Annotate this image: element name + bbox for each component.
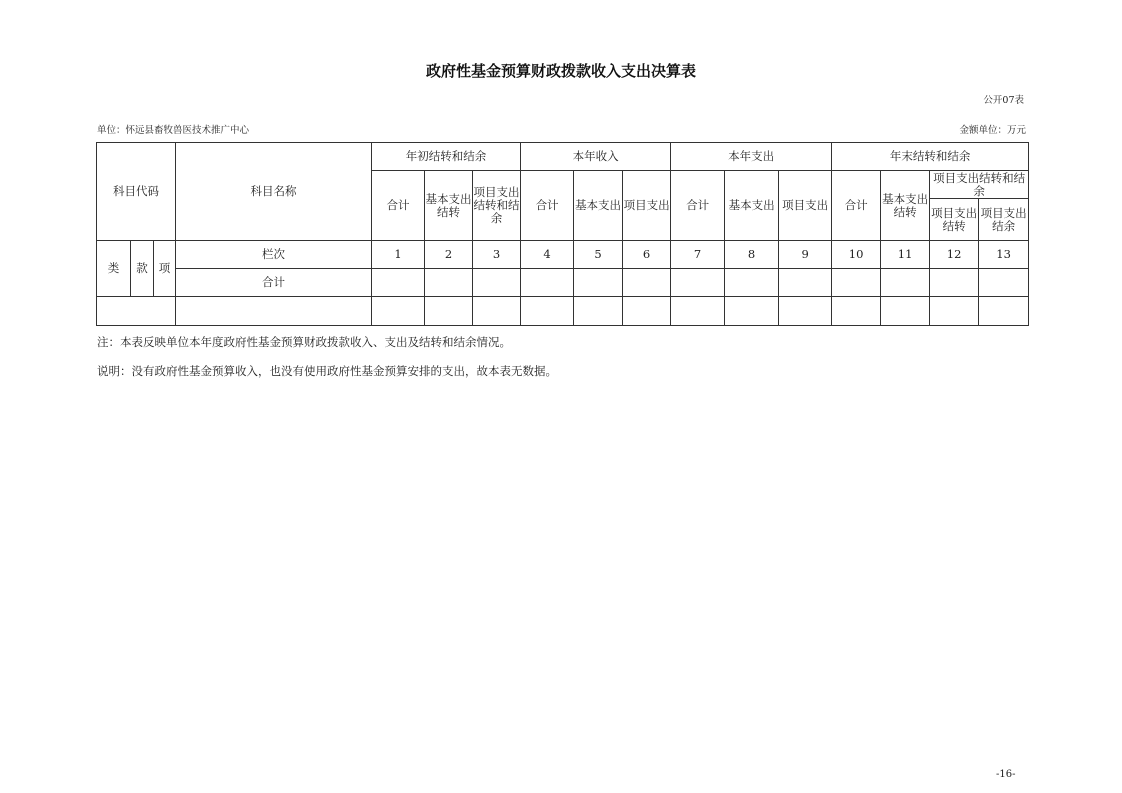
- table-cell: [97, 297, 176, 326]
- page-title: 政府性基金预算财政拨款收入支出决算表: [425, 62, 696, 80]
- table-cell: [832, 269, 881, 297]
- table-cell: [623, 297, 671, 326]
- table-cell: [574, 297, 623, 326]
- table-cell: [176, 297, 372, 326]
- table-cell: [779, 269, 832, 297]
- table-cell: [473, 269, 521, 297]
- page-number: -16-: [996, 769, 1016, 780]
- table-cell: [623, 269, 671, 297]
- form-code: 公开07表: [983, 95, 1024, 106]
- table-cell: [521, 269, 574, 297]
- header-item: 项: [154, 241, 176, 297]
- table-cell: [725, 297, 779, 326]
- header-group-income: 本年收入: [521, 143, 671, 171]
- table-note: 注：本表反映单位本年度政府性基金预算财政拨款收入、支出及结转和结余情况。: [97, 335, 511, 349]
- header-income-total: 合计: [521, 171, 574, 241]
- column-number: 7: [671, 241, 725, 269]
- column-number: 5: [574, 241, 623, 269]
- budget-table: [96, 142, 1029, 326]
- column-number: 12: [930, 241, 979, 269]
- amount-unit-label: 金额单位：万元: [959, 125, 1026, 136]
- column-number: 9: [779, 241, 832, 269]
- table-cell: [473, 297, 521, 326]
- column-number: 1: [372, 241, 425, 269]
- header-begin-project-carry-surplus: 项目支出结转和结余: [473, 171, 521, 241]
- header-group-end: 年末结转和结余: [832, 143, 1029, 171]
- table-cell: [832, 297, 881, 326]
- header-end-project-surplus: 项目支出结余: [979, 199, 1029, 241]
- header-expense-total: 合计: [671, 171, 725, 241]
- table-row-empty: [97, 297, 1029, 326]
- header-income-project: 项目支出: [623, 171, 671, 241]
- column-number: 10: [832, 241, 881, 269]
- column-number: 6: [623, 241, 671, 269]
- table-cell: [725, 269, 779, 297]
- column-number: 8: [725, 241, 779, 269]
- table-cell: [881, 297, 930, 326]
- header-income-basic: 基本支出: [574, 171, 623, 241]
- header-subject-code: 科目代码: [97, 143, 176, 241]
- column-number: 3: [473, 241, 521, 269]
- table-cell: [930, 297, 979, 326]
- table-cell: [372, 297, 425, 326]
- table-explanation: 说明：没有政府性基金预算收入，也没有使用政府性基金预算安排的支出，故本表无数据。: [97, 364, 557, 378]
- table-cell: [979, 269, 1029, 297]
- table-cell: [881, 269, 930, 297]
- table-cell: [425, 269, 473, 297]
- column-number: 11: [881, 241, 930, 269]
- table-cell: [372, 269, 425, 297]
- header-end-project-carry-surplus: 项目支出结转和结余: [930, 171, 1029, 199]
- header-end-basic-carry: 基本支出结转: [881, 171, 930, 241]
- header-group-begin: 年初结转和结余: [372, 143, 521, 171]
- header-end-total: 合计: [832, 171, 881, 241]
- table-cell: [671, 297, 725, 326]
- table-cell: [979, 297, 1029, 326]
- unit-label: 单位：怀远县畜牧兽医技术推广中心: [97, 125, 250, 136]
- column-number: 13: [979, 241, 1029, 269]
- table-cell: [521, 297, 574, 326]
- header-begin-total: 合计: [372, 171, 425, 241]
- table-cell: [779, 297, 832, 326]
- column-index-label: 栏次: [176, 241, 372, 269]
- total-row-label: 合计: [176, 269, 372, 297]
- header-end-project-carry: 项目支出结转: [930, 199, 979, 241]
- header-class: 类: [97, 241, 131, 297]
- header-begin-basic-carry: 基本支出结转: [425, 171, 473, 241]
- column-number: 4: [521, 241, 574, 269]
- column-number: 2: [425, 241, 473, 269]
- header-section: 款: [131, 241, 154, 297]
- header-expense-project: 项目支出: [779, 171, 832, 241]
- header-expense-basic: 基本支出: [725, 171, 779, 241]
- table-cell: [574, 269, 623, 297]
- header-group-expense: 本年支出: [671, 143, 832, 171]
- table-cell: [425, 297, 473, 326]
- table-cell: [930, 269, 979, 297]
- table-cell: [671, 269, 725, 297]
- header-subject-name: 科目名称: [176, 143, 372, 241]
